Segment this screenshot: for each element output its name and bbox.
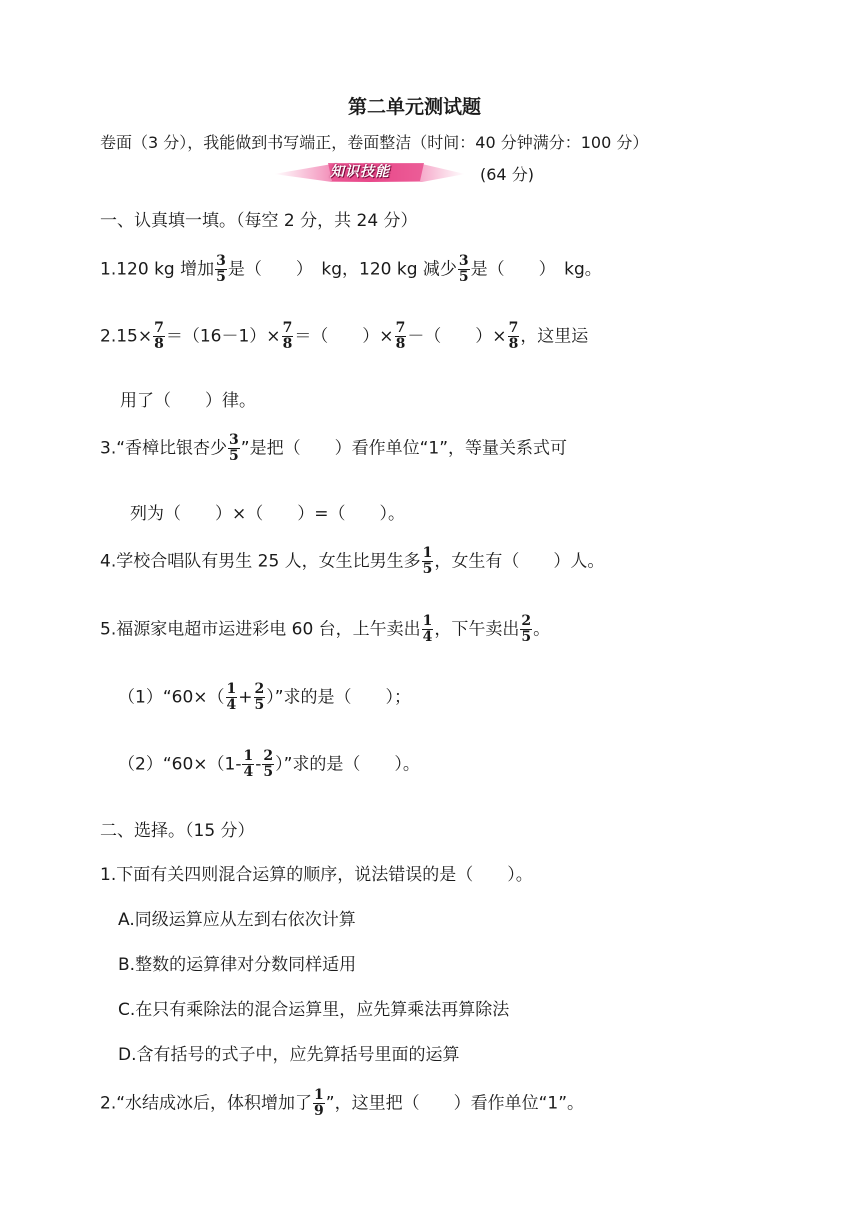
option-c: C.在只有乘除法的混合运算里，应先算乘法再算除法	[118, 1000, 510, 1020]
page-subtitle: 卷面（3 分），我能做到书写端正，卷面整洁（时间：40 分钟满分：100 分）	[100, 133, 649, 152]
section-banner	[272, 160, 467, 184]
question-1-2	[100, 321, 588, 352]
q2-text-d: －（ ）×	[407, 326, 507, 347]
page-title: 第二单元测试题	[348, 96, 482, 118]
question-1-5	[100, 614, 550, 645]
fraction: $\frac{3}{5}$	[458, 253, 469, 285]
fraction: $\frac{1}{5}$	[422, 545, 433, 577]
q5-2-text-b: ）”求的是（ ）。	[275, 754, 420, 775]
q4-text-a: 4.学校合唱队有男生 25 人，女生比男生多	[100, 551, 421, 572]
q2-2-text-a: 2.“水结成冰后，体积增加了	[100, 1093, 313, 1114]
fraction: $\frac{7}{8}$	[508, 320, 519, 352]
q1-text-c: 是（ ） kg。	[470, 259, 602, 280]
q4-text-b: ，女生有（ ）人。	[434, 551, 605, 572]
q2-text-a: 2.15×	[100, 326, 153, 347]
q1-text-a: 1.120 kg 增加	[100, 259, 215, 280]
question-1-1	[100, 254, 602, 285]
fraction: $\frac{1}{4}$	[422, 613, 433, 645]
option-b: B.整数的运算律对分数同样适用	[118, 955, 357, 975]
section2-heading: 二、选择。（15 分）	[100, 821, 255, 841]
q2-text-b: ＝（16－1）×	[165, 326, 281, 347]
banner-score: (64 分)	[480, 165, 534, 184]
q5-1-text-a: （1）“60×（	[118, 687, 225, 708]
question-1-2-line2: 用了（ ）律。	[120, 391, 256, 411]
q3-text-b: ”是把（ ）看作单位“1”，等量关系式可	[240, 438, 568, 459]
banner-label: 知识技能	[330, 164, 390, 180]
question-1-5-part2	[118, 749, 420, 780]
fraction: $\frac{1}{4}$	[243, 748, 254, 780]
q2-text-e: ，这里运	[520, 326, 589, 347]
q5-text-a: 5.福源家电超市运进彩电 60 台，上午卖出	[100, 619, 421, 640]
option-a: A.同级运算应从左到右依次计算	[118, 910, 356, 930]
q1-text-b: 是（ ） kg，120 kg 减少	[227, 259, 457, 280]
q2-2-text-b: ”，这里把（ ）看作单位“1”。	[325, 1093, 585, 1114]
plus-sign: +	[238, 687, 253, 708]
q5-text-c: 。	[533, 619, 551, 640]
q5-1-text-b: ）”求的是（ ）；	[266, 687, 412, 708]
minus-sign: -	[255, 754, 262, 775]
fraction: $\frac{3}{5}$	[229, 432, 239, 464]
fraction: $\frac{7}{8}$	[282, 320, 293, 352]
question-1-3-line2: 列为（ ）×（ ）=（ ）。	[130, 504, 405, 524]
fraction: $\frac{3}{5}$	[216, 253, 226, 285]
fraction: $\frac{2}{5}$	[263, 748, 274, 780]
q5-text-b: ，下午卖出	[434, 619, 520, 640]
fraction: $\frac{2}{5}$	[521, 613, 532, 645]
question-1-5-part1	[118, 682, 411, 713]
question-1-3	[100, 433, 567, 464]
fraction: $\frac{1}{9}$	[314, 1087, 324, 1119]
question-2-2	[100, 1088, 584, 1119]
fraction: $\frac{7}{8}$	[395, 320, 406, 352]
q2-text-c: ＝（ ）×	[294, 326, 394, 347]
fraction: $\frac{7}{8}$	[154, 320, 164, 352]
q5-2-text-a: （2）“60×（1-	[118, 754, 242, 775]
option-d: D.含有括号的式子中，应先算括号里面的运算	[118, 1045, 460, 1065]
question-1-4	[100, 546, 604, 577]
fraction: $\frac{1}{4}$	[226, 681, 237, 713]
fraction: $\frac{2}{5}$	[254, 681, 265, 713]
section1-heading: 一、认真填一填。（每空 2 分，共 24 分）	[100, 211, 418, 231]
q3-text-a: 3.“香樟比银杏少	[100, 438, 228, 459]
question-2-1: 1.下面有关四则混合运算的顺序，说法错误的是（ ）。	[100, 865, 533, 885]
